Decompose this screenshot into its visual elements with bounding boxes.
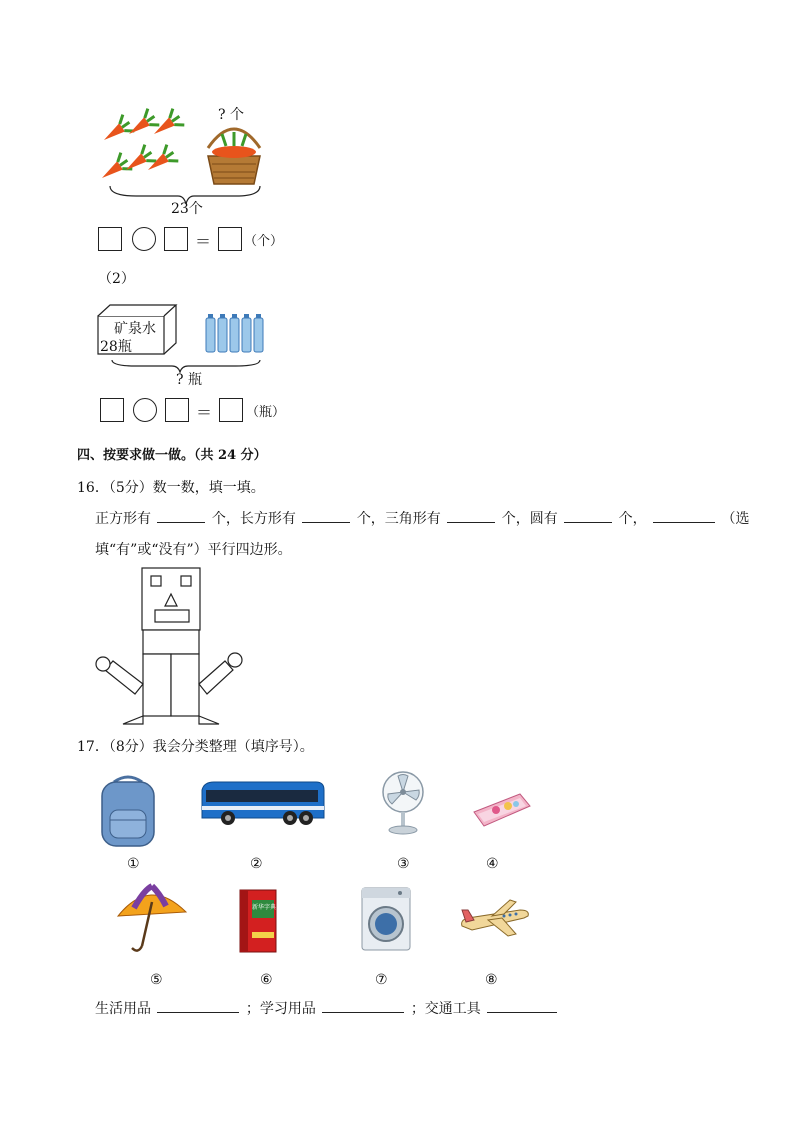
backpack-icon (96, 774, 160, 850)
item-washing-machine (360, 886, 412, 952)
carrot-icon-group (96, 108, 185, 186)
question-count-label: ? 个 (218, 107, 244, 123)
fill-blank-squares[interactable] (157, 508, 205, 523)
item-number: ⑧ (485, 972, 498, 988)
pencil-case-icon (470, 792, 532, 830)
right-arm-parallelogram (199, 661, 233, 694)
item-pencil-case (470, 792, 532, 830)
operator-circle[interactable] (133, 398, 157, 422)
item-fan (378, 770, 428, 836)
answer-box-1[interactable] (100, 398, 124, 422)
item-number: ⑦ (375, 972, 388, 988)
fill-blank-rectangles[interactable] (302, 508, 350, 523)
q16-text: 个， (618, 511, 647, 527)
q16-text: （选 (721, 511, 750, 527)
q16-header: 16．（5分）数一数，填一填。 (77, 480, 265, 496)
left-arm-parallelogram (105, 661, 143, 694)
q17-answer-line (95, 998, 559, 1018)
operator-circle[interactable] (132, 227, 156, 251)
item-dictionary (238, 888, 278, 954)
neck-rectangle (143, 630, 199, 654)
left-foot-triangle (123, 716, 143, 724)
dictionary-icon (238, 888, 278, 954)
category-label: ；学习用品 (245, 1001, 316, 1017)
fan-icon (378, 770, 428, 836)
unit-label: （个） (244, 234, 284, 249)
fill-blank-triangles[interactable] (447, 508, 495, 523)
item-backpack (96, 774, 160, 850)
answer-box-result[interactable] (219, 398, 243, 422)
airplane-icon (458, 896, 532, 942)
bus-icon (198, 778, 326, 828)
item-number: ① (127, 856, 140, 872)
umbrella-icon (114, 882, 190, 956)
left-eye-square (151, 576, 161, 586)
fill-blank-study-items[interactable] (322, 998, 404, 1013)
total-count-label: 23个 (171, 201, 203, 217)
q16-text: 个，圆有 (501, 511, 558, 527)
box-label-count: 28瓶 (100, 339, 132, 355)
q16-line2: 填“有”或“没有”）平行四边形。 (95, 542, 292, 558)
q16-text: 个，长方形有 (211, 511, 296, 527)
category-label: ；交通工具 (410, 1001, 481, 1017)
unit-label: （瓶） (246, 405, 286, 420)
answer-box-2[interactable] (164, 227, 188, 251)
item-airplane (458, 896, 532, 942)
item-number: ② (250, 856, 263, 872)
equals-sign: ＝ (195, 232, 212, 251)
sub-question-number: （2） (98, 271, 135, 287)
answer-box-1[interactable] (98, 227, 122, 251)
item-number: ⑥ (260, 972, 273, 988)
item-number: ④ (486, 856, 499, 872)
washing-machine-icon (360, 886, 412, 952)
left-leg-rectangle (143, 654, 171, 716)
right-foot-triangle (199, 716, 219, 724)
q16-line1 (95, 508, 750, 528)
category-label: 生活用品 (95, 1001, 151, 1017)
fill-blank-transport[interactable] (487, 998, 557, 1013)
q17-header: 17．（8分）我会分类整理（填序号）。 (77, 739, 314, 755)
water-bottles-icon (206, 314, 263, 352)
mouth-rectangle (155, 610, 189, 622)
section-title: 四、按要求做一做。（共 24 分） (77, 448, 267, 463)
shape-robot-figure (93, 566, 245, 726)
right-eye-square (181, 576, 191, 586)
fill-blank-parallelogram[interactable] (653, 508, 715, 523)
item-bus (198, 778, 326, 828)
item-umbrella (114, 882, 190, 956)
left-hand-circle (96, 657, 110, 671)
q16-text: 个，三角形有 (356, 511, 441, 527)
question-count-label: ? 瓶 (176, 372, 202, 388)
equals-sign: ＝ (196, 403, 213, 422)
answer-box-result[interactable] (218, 227, 242, 251)
fill-blank-circles[interactable] (564, 508, 612, 523)
answer-box-2[interactable] (165, 398, 189, 422)
item-number: ⑤ (150, 972, 163, 988)
robot-shapes-illustration (93, 566, 245, 726)
fill-blank-daily-items[interactable] (157, 998, 239, 1013)
item-number: ③ (397, 856, 410, 872)
right-hand-circle (228, 653, 242, 667)
basket-icon (208, 129, 260, 184)
box-label-water: 矿泉水 (114, 321, 156, 337)
right-leg-rectangle (171, 654, 199, 716)
dictionary-title: 新华字典 (252, 904, 277, 911)
q16-text: 正方形有 (95, 511, 151, 527)
